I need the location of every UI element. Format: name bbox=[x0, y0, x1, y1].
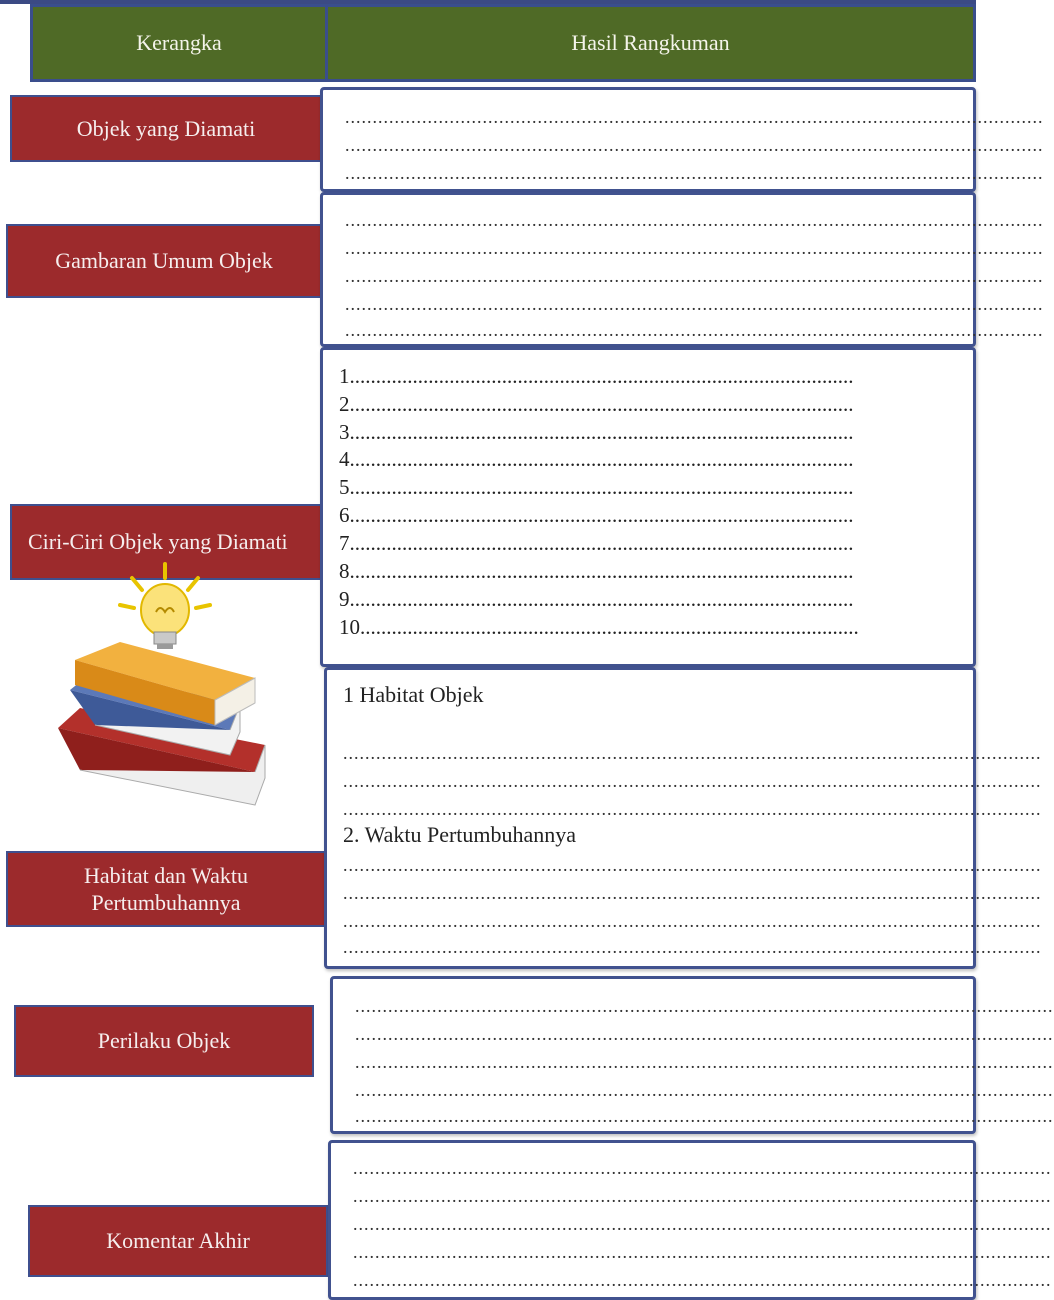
dotted-line: ............................................................................................................................... bbox=[355, 1024, 1054, 1044]
dotted-line: ............................................................................................................................... bbox=[343, 911, 1042, 931]
subheading-habitat-objek: 1 Habitat Objek bbox=[343, 682, 484, 707]
box-habitat-waktu[interactable] bbox=[324, 667, 1042, 969]
label-objek-diamati bbox=[10, 95, 322, 162]
label-gambaran-umum bbox=[6, 224, 322, 298]
subheading-waktu-pertumbuhan: 2. Waktu Pertumbuhannya bbox=[343, 822, 577, 847]
header-kerangka-label: Kerangka bbox=[136, 30, 222, 55]
label-habitat-text: Habitat dan Waktu Pertumbuhannya bbox=[83, 862, 248, 915]
dotted-line: ............................................................................................................................... bbox=[345, 238, 1044, 258]
dotted-line: ............................................................................................................................... bbox=[343, 883, 1042, 903]
numbered-line: 7................................................................................................ bbox=[339, 531, 854, 555]
box-komentar-akhir[interactable] bbox=[328, 1140, 1052, 1300]
box-gambaran-umum[interactable] bbox=[320, 192, 1044, 347]
label-gambaran-text: Gambaran Umum Objek bbox=[55, 248, 273, 274]
header-kerangka bbox=[30, 4, 328, 82]
dotted-line: ............................................................................................................................... bbox=[345, 163, 1044, 183]
dotted-line: ............................................................................................................................... bbox=[353, 1186, 1052, 1206]
box-objek-diamati[interactable] bbox=[320, 87, 1044, 192]
header-hasil-label: Hasil Rangkuman bbox=[571, 30, 730, 55]
dotted-line: ............................................................................................................................... bbox=[355, 996, 1054, 1016]
numbered-line: 4................................................................................................ bbox=[339, 447, 854, 471]
dotted-line: ............................................................................................................................... bbox=[353, 1214, 1052, 1234]
label-komentar-akhir bbox=[28, 1205, 328, 1277]
dotted-line: ............................................................................................................................... bbox=[345, 266, 1044, 286]
label-ciri-text: Ciri-Ciri Objek yang Diamati bbox=[28, 529, 288, 555]
numbered-line: 9................................................................................................ bbox=[339, 587, 854, 611]
numbered-line: 5................................................................................................ bbox=[339, 475, 854, 499]
numbered-line: 6................................................................................................ bbox=[339, 503, 854, 527]
numbered-line: 1................................................................................................ bbox=[339, 364, 854, 388]
label-objek-text: Objek yang Diamati bbox=[76, 115, 256, 141]
label-habitat-waktu bbox=[6, 851, 326, 927]
dotted-line: ............................................................................................................................... bbox=[355, 1080, 1054, 1100]
header-hasil-rangkuman bbox=[325, 4, 976, 82]
lightbulb-icon bbox=[120, 564, 210, 649]
numbered-line: 10............................................................................................... bbox=[339, 615, 859, 639]
dotted-line: ............................................................................................................................... bbox=[345, 294, 1044, 314]
dotted-line: ............................................................................................................................... bbox=[355, 1052, 1054, 1072]
label-komentar-text: Komentar Akhir bbox=[106, 1228, 250, 1254]
numbered-line: 8................................................................................................ bbox=[339, 559, 854, 583]
box-ciri-ciri[interactable] bbox=[320, 347, 976, 667]
label-perilaku-objek bbox=[14, 1005, 314, 1077]
dotted-line: ............................................................................................................................... bbox=[355, 1106, 1054, 1126]
dotted-line: ............................................................................................................................... bbox=[353, 1158, 1052, 1178]
box-perilaku-objek[interactable] bbox=[330, 976, 1054, 1134]
dotted-line: ............................................................................................................................... bbox=[345, 135, 1044, 155]
dotted-line: ............................................................................................................................... bbox=[343, 743, 1042, 763]
dotted-line: ............................................................................................................................... bbox=[345, 210, 1044, 230]
dotted-line: ............................................................................................................................... bbox=[343, 771, 1042, 791]
numbered-line: 3................................................................................................ bbox=[339, 420, 854, 444]
dotted-line: ............................................................................................................................... bbox=[343, 937, 1042, 957]
dotted-line: ............................................................................................................................... bbox=[345, 320, 1044, 340]
dotted-line: ............................................................................................................................... bbox=[353, 1242, 1052, 1262]
books-lightbulb-illustration bbox=[50, 560, 280, 820]
numbered-line: 2................................................................................................ bbox=[339, 392, 854, 416]
dotted-line: ............................................................................................................................... bbox=[343, 799, 1042, 819]
dotted-line: ............................................................................................................................... bbox=[343, 855, 1042, 875]
books-icon bbox=[58, 642, 265, 805]
dotted-line: ............................................................................................................................... bbox=[353, 1270, 1052, 1290]
dotted-line: ............................................................................................................................... bbox=[345, 107, 1044, 127]
label-perilaku-text: Perilaku Objek bbox=[97, 1028, 231, 1054]
